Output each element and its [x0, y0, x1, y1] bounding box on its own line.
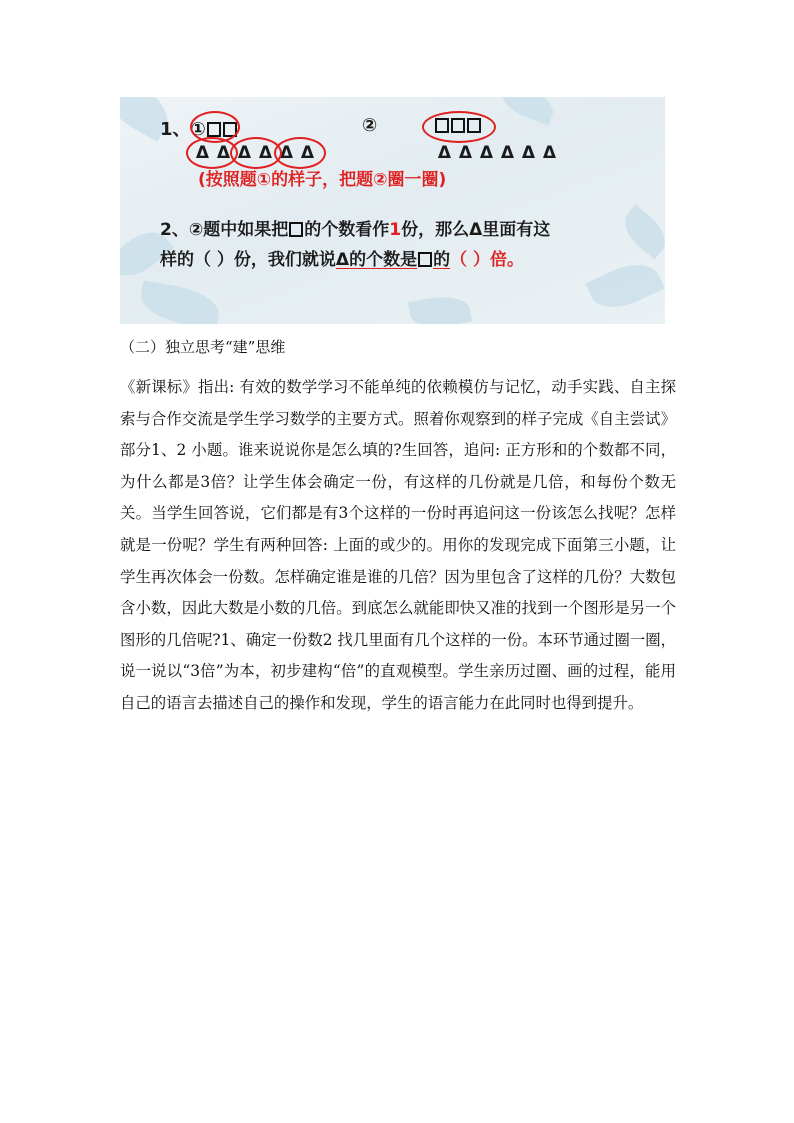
q2-underlined [336, 250, 450, 270]
q2-text: Δ的个数是 [335, 250, 418, 270]
q2-answer-blank: （ ）倍。 [450, 250, 525, 270]
lesson-slide-image [120, 97, 665, 324]
q2-text: 的 [433, 250, 451, 270]
question-2-line-2 [160, 245, 524, 270]
triangle-icon: Δ [437, 143, 452, 163]
triangle-icon: Δ [237, 143, 252, 163]
triangle-icon: Δ [521, 143, 536, 163]
triangle-row-2 [434, 143, 560, 163]
q2-number: 1 [389, 220, 402, 240]
triangle-icon: Δ [500, 143, 515, 163]
square-icon [418, 252, 432, 267]
problem-1-label: 1、① [160, 119, 206, 140]
triangle-icon: Δ [258, 143, 273, 163]
leaf-decoration [497, 97, 558, 126]
triangle-icon: Δ [195, 143, 210, 163]
q2-text: 份，那么Δ里面有这 [401, 220, 551, 240]
leaf-decoration [585, 254, 665, 318]
q2-text: 的个数看作 [304, 220, 390, 240]
problem-2-label: ② [362, 115, 378, 136]
question-2-line-1 [160, 215, 550, 240]
hint-text: (按照题①的样子，把题②圈一圈) [198, 170, 447, 190]
section-heading: （二）独立思考“建”思维 [120, 338, 286, 356]
q2-text: 2、②题中如果把 [160, 220, 289, 240]
leaf-decoration [616, 204, 665, 259]
triangle-icon: Δ [458, 143, 473, 163]
triangle-icon: Δ [279, 143, 294, 163]
triangle-icon: Δ [479, 143, 494, 163]
circle-annotation [422, 111, 496, 143]
q2-text: 样的（ ）份，我们就说 [160, 250, 336, 270]
leaf-decoration [408, 292, 472, 324]
body-paragraph: 《新课标》指出: 有效的数学学习不能单纯的依赖模仿与记忆，动手实践、自主探索与合作交流是学生学习数学的主要方式。照着你观察到的样子完成《自主尝试》部分1、2 小题。谁来说说你是怎么填的?生回答，追问: 正方形和的个数都不同，为什么都是3倍？让学生体会确定一份，有这样的几份就是几倍，和每份个数无关。当学生回答说，它们都是有3个这样的一份时再追问这一份该怎么找呢？怎样就是一份呢？学生有两种回答: 上面的或少的。用你的发现完成下面第三小题，让学生再次体会一份数。怎样确定谁是谁的几倍？因为里包含了这样的几份？大数包含小数，因此大数是小数的几倍。到底怎么就能即快又准的找到一个图形是另一个图形的几倍呢?1、确定一份数2 找几里面有几个这样的一份。本环节通过圈一圈，说一说以“3倍”为本，初步建构“倍”的直观模型。学生亲历过圈、画的过程，能用自己的语言去描述自己的操作和发现，学生的语言能力在此同时也得到提升。 [120, 378, 677, 712]
square-icon [289, 222, 303, 237]
leaf-decoration [137, 280, 222, 324]
triangle-icon: Δ [300, 143, 315, 163]
triangle-icon: Δ [216, 143, 231, 163]
triangle-icon: Δ [542, 143, 557, 163]
